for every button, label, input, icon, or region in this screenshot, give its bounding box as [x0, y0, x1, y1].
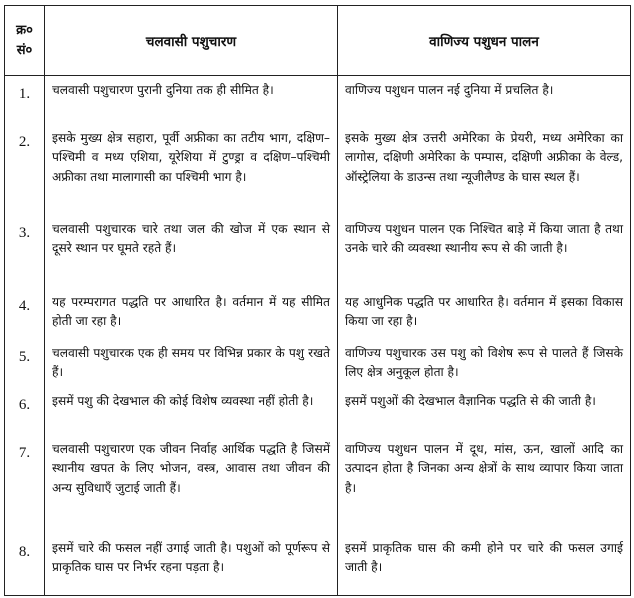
header-serial: [5, 6, 45, 76]
row-nomadic-text: चलवासी पशुचारण पुरानी दुनिया तक ही सीमित है।: [45, 76, 338, 124]
row-commercial-text: वाणिज्य पशुधन पालन एक निश्चित बाड़े में किया जाता है तथा उनके चारे की व्यवस्था स्थानीय रूप से की जाती है।: [338, 215, 631, 288]
row-number: 1.: [5, 76, 45, 124]
row-nomadic-text: चलवासी पशुचारण एक जीवन निर्वाह आर्थिक पद्धति है जिसमें स्थानीय खपत के लिए भोजन, वस्त्र, आवास तथा जीवन की अन्य सुविधाएँ जुटाई जाती हैं।: [45, 435, 338, 534]
row-nomadic-text: चलवासी पशुचारक एक ही समय पर विभिन्न प्रकार के पशु रखते हैं।: [45, 339, 338, 387]
row-number: 5.: [5, 339, 45, 387]
row-nomadic-text: इसमें पशु की देखभाल की कोई विशेष व्यवस्था नहीं होती है।: [45, 387, 338, 435]
table-row: [5, 339, 631, 387]
row-nomadic-text: इसमें चारे की फसल नहीं उगाई जाती है। पशुओं को पूर्णरूप से प्राकृतिक घास पर निर्भर रहना पड़ता है।: [45, 534, 338, 596]
row-commercial-text: इसके मुख्य क्षेत्र उत्तरी अमेरिका के प्रेयरी, मध्य अमेरिका का लागोस, दक्षिणी अमेरिका के पम्पास, दक्षिणी अफ्रीका के वेल्ड, ऑस्ट्रेलिया के डाउन्स तथा न्यूजीलैण्ड के घास स्थल हैं।: [338, 124, 631, 215]
row-number: 2.: [5, 124, 45, 215]
table-row: [5, 76, 631, 124]
header-col-commercial: वाणिज्य पशुधन पालन: [338, 6, 631, 76]
row-nomadic-text: चलवासी पशुचारक चारे तथा जल की खोज में एक स्थान से दूसरे स्थान पर घूमते रहते हैं।: [45, 215, 338, 288]
row-number: 7.: [5, 435, 45, 534]
row-commercial-text: इसमें प्राकृतिक घास की कमी होने पर चारे की फसल उगाई जाती है।: [338, 534, 631, 596]
table-row: [5, 288, 631, 339]
table-row: [5, 215, 631, 288]
row-commercial-text: वाणिज्य पशुधन पालन में दूध, मांस, ऊन, खालों आदि का उत्पादन होता है जिनका अन्य क्षेत्रों के साथ व्यापार किया जाता है।: [338, 435, 631, 534]
header-col-nomadic: चलवासी पशुचारण: [45, 6, 338, 76]
table-row: [5, 387, 631, 435]
table-row: [5, 534, 631, 596]
header-serial-line2: सं०: [16, 42, 33, 58]
row-commercial-text: इसमें पशुओं की देखभाल वैज्ञानिक पद्धति से की जाती है।: [338, 387, 631, 435]
row-nomadic-text: इसके मुख्य क्षेत्र सहारा, पूर्वी अफ्रीका का तटीय भाग, दक्षिण–पश्चिमी व मध्य एशिया, यूरेशिया में टुण्ड्रा व दक्षिण–पश्चिमी अफ्रीका तथा मालागासी का पश्चिमी भाग है।: [45, 124, 338, 215]
row-commercial-text: वाणिज्य पशुधन पालन नई दुनिया में प्रचलित है।: [338, 76, 631, 124]
row-number: 3.: [5, 215, 45, 288]
comparison-table: [4, 5, 631, 596]
header-serial-line1: क्र०: [16, 22, 33, 38]
table-row: [5, 435, 631, 534]
row-number: 8.: [5, 534, 45, 596]
header-row: [5, 6, 631, 76]
table-row: [5, 124, 631, 215]
row-commercial-text: वाणिज्य पशुचारक उस पशु को विशेष रूप से पालते हैं जिसके लिए क्षेत्र अनुकूल होता है।: [338, 339, 631, 387]
row-nomadic-text: यह परम्परागत पद्धति पर आधारित है। वर्तमान में यह सीमित होती जा रहा है।: [45, 288, 338, 339]
row-commercial-text: यह आधुनिक पद्धति पर आधारित है। वर्तमान में इसका विकास किया जा रहा है।: [338, 288, 631, 339]
row-number: 6.: [5, 387, 45, 435]
row-number: 4.: [5, 288, 45, 339]
